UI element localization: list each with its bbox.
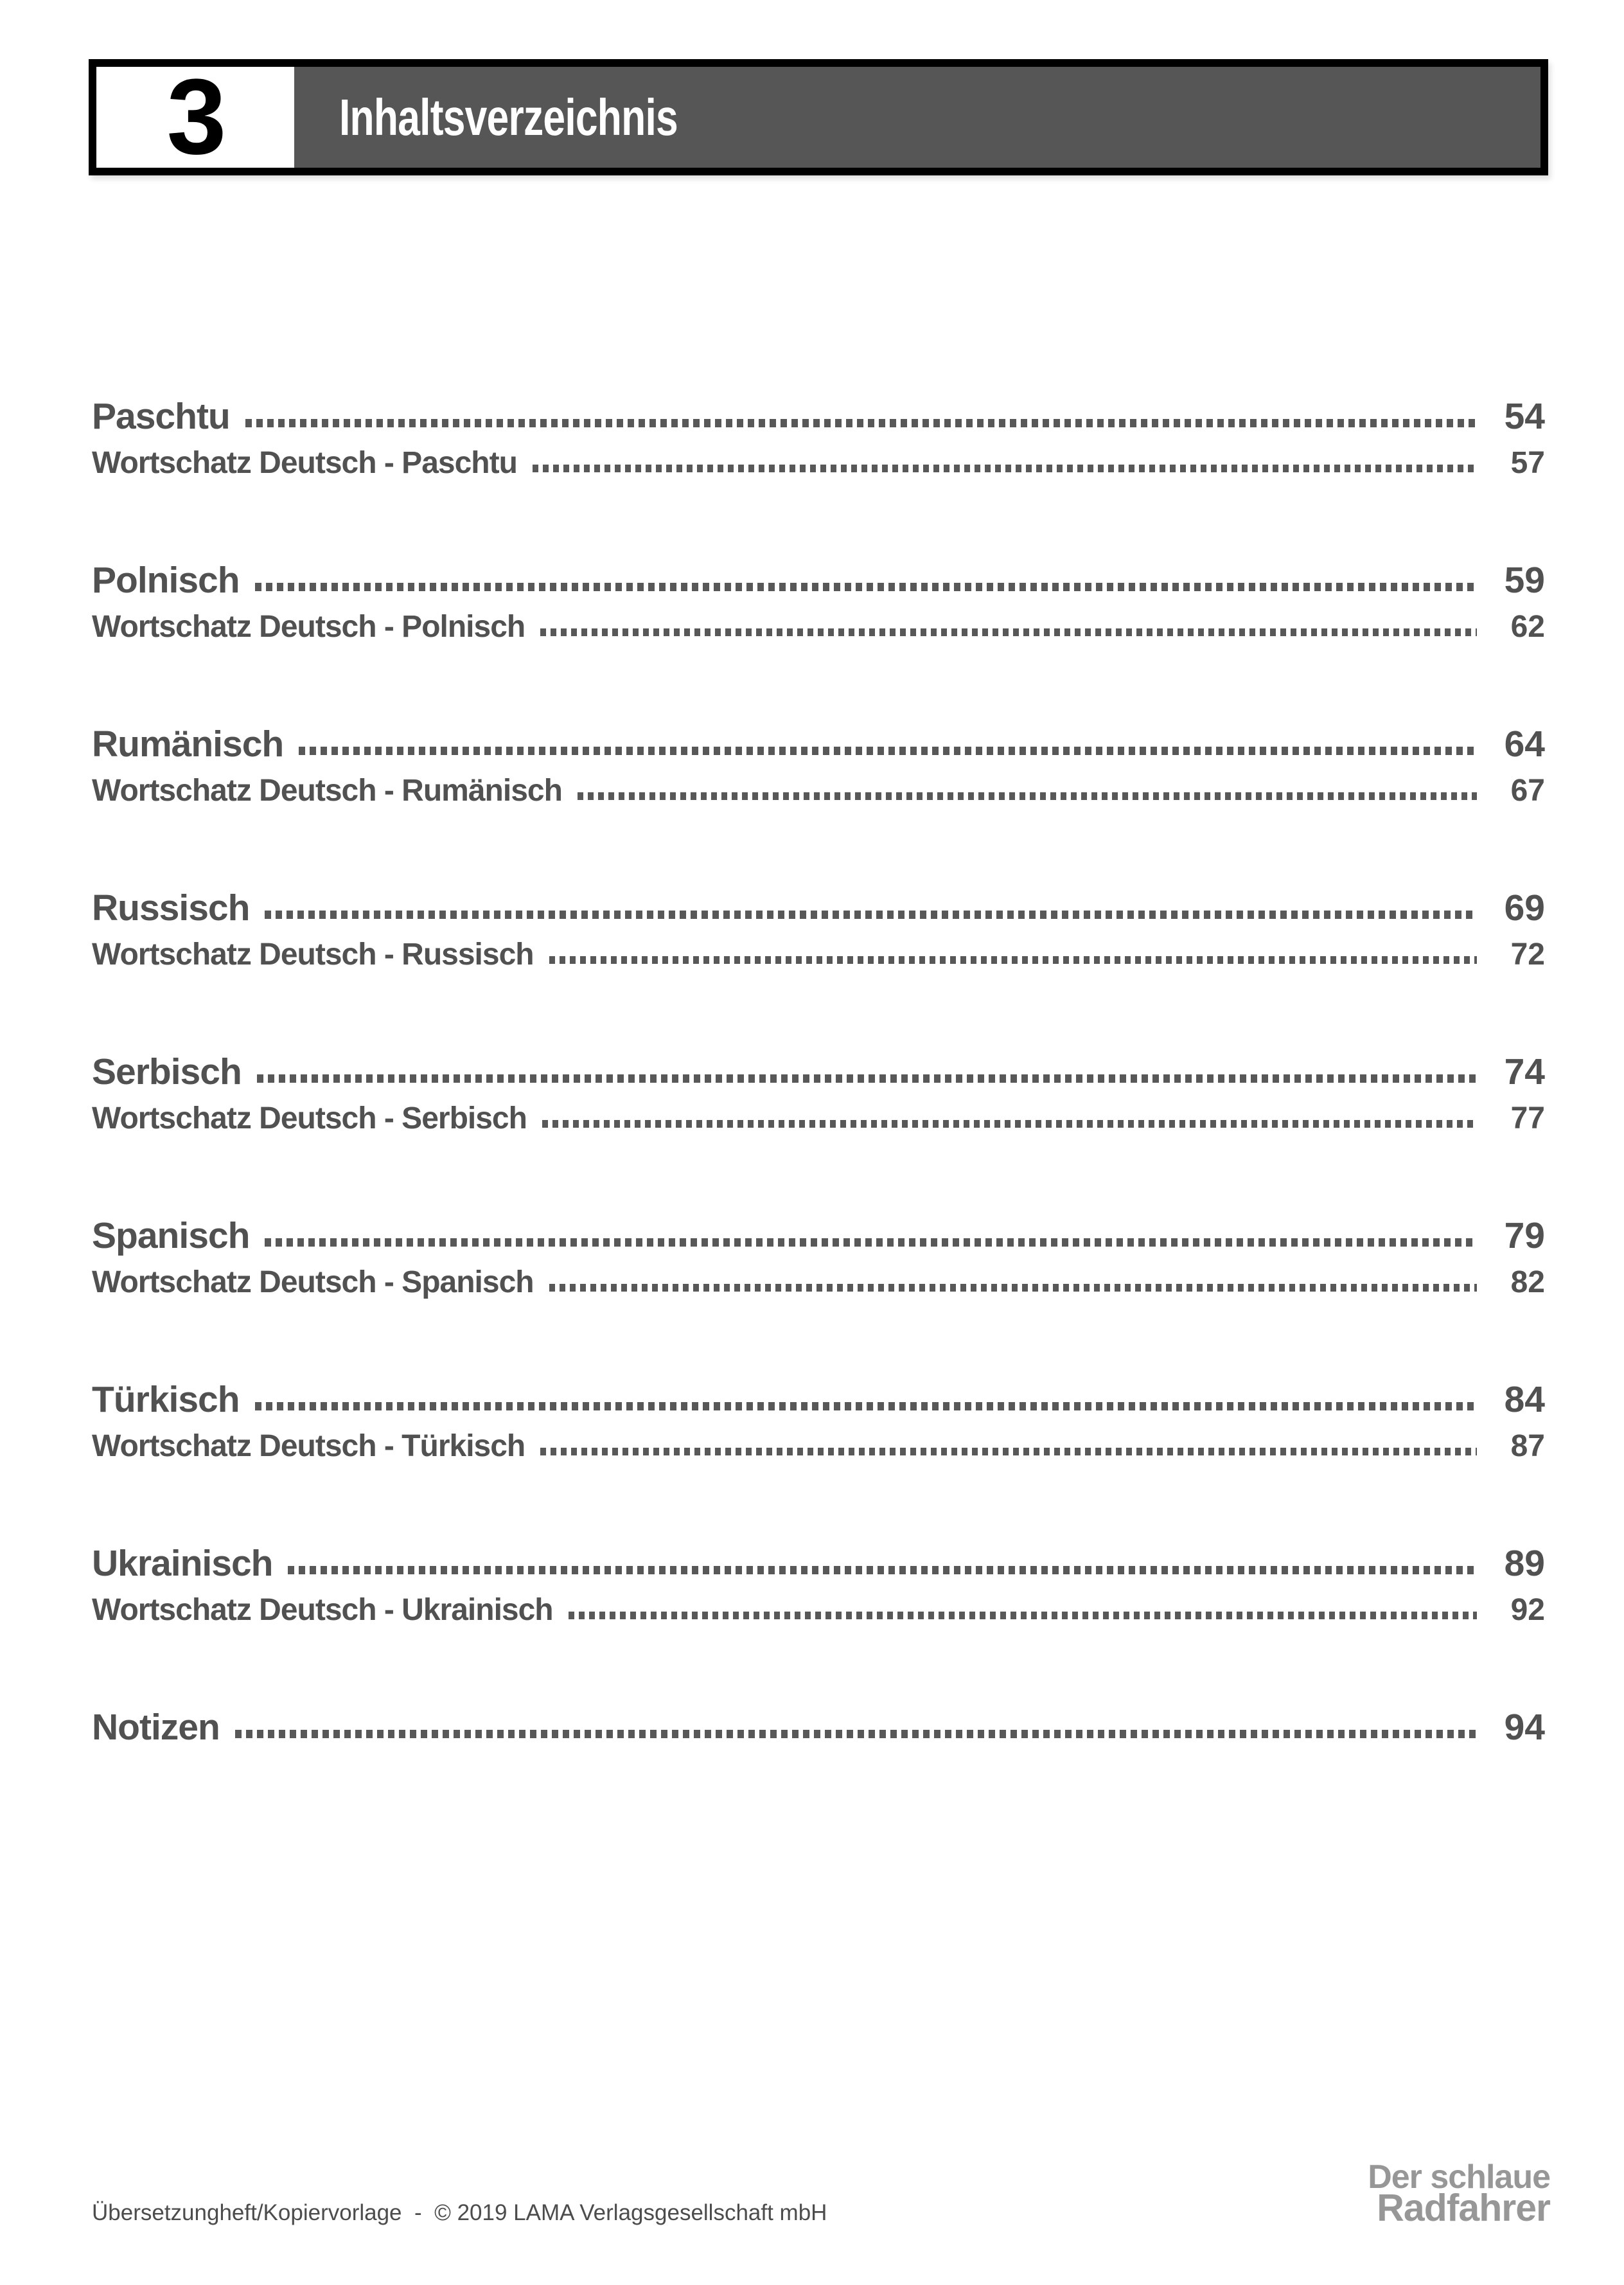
toc-entry-main xyxy=(92,562,1545,599)
toc-entry-main xyxy=(92,1051,1545,1092)
toc-group xyxy=(92,1545,1545,1709)
toc-entry-title: Wortschatz Deutsch - Türkisch xyxy=(92,1429,525,1463)
toc-entry-sub xyxy=(92,1267,1545,1298)
chapter-number: 3 xyxy=(166,57,224,177)
toc-page-number: 62 xyxy=(1510,610,1545,644)
toc-entry-sub xyxy=(92,776,1545,806)
toc-entry-title: Wortschatz Deutsch - Serbisch xyxy=(92,1101,527,1135)
toc-page-number: 87 xyxy=(1510,1429,1545,1463)
toc-page-number: 54 xyxy=(1504,396,1545,437)
logo-line-2: Radfahrer xyxy=(1377,2186,1550,2229)
toc-dotted-leader xyxy=(542,1120,1477,1128)
toc-entry-sub xyxy=(92,1103,1545,1134)
toc-entry-main xyxy=(92,1709,1545,1746)
toc-entry-title: Türkisch xyxy=(92,1379,240,1420)
chapter-number-badge xyxy=(96,57,294,177)
toc-dotted-leader xyxy=(540,628,1477,636)
toc-group xyxy=(92,726,1545,890)
toc-page-number: 77 xyxy=(1510,1101,1545,1135)
toc-page-number: 64 xyxy=(1504,724,1545,765)
toc-page-number: 72 xyxy=(1510,938,1545,972)
toc-entry-title: Paschtu xyxy=(92,396,230,437)
toc-entry-main xyxy=(92,1215,1545,1256)
toc-entry-title: Notizen xyxy=(92,1707,220,1748)
publisher-logo xyxy=(1368,2158,1550,2229)
toc-entry-main xyxy=(92,726,1545,763)
toc-entry-title: Spanisch xyxy=(92,1215,250,1256)
toc-entry-main xyxy=(92,1545,1545,1582)
toc-entry-title: Wortschatz Deutsch - Russisch xyxy=(92,938,534,972)
toc-dotted-leader xyxy=(235,1730,1477,1738)
toc-page-number: 82 xyxy=(1510,1265,1545,1299)
toc-entry-sub xyxy=(92,1595,1545,1626)
toc-page-number: 59 xyxy=(1504,560,1545,601)
toc-entry-sub xyxy=(92,448,1545,479)
toc-dotted-leader xyxy=(257,1074,1477,1083)
toc-page-number: 69 xyxy=(1504,887,1545,929)
toc-entry-title: Russisch xyxy=(92,887,250,929)
toc-dotted-leader xyxy=(265,1238,1477,1247)
toc-page-number: 94 xyxy=(1504,1707,1545,1748)
toc-entry-main xyxy=(92,398,1545,435)
toc-page-number: 92 xyxy=(1510,1593,1545,1627)
toc-dotted-leader xyxy=(299,747,1477,755)
toc-entry-sub xyxy=(92,612,1545,643)
toc-dotted-leader xyxy=(255,1402,1477,1410)
toc-entry-sub xyxy=(92,1431,1545,1462)
toc-entry-title: Wortschatz Deutsch - Ukrainisch xyxy=(92,1593,553,1627)
toc-dotted-leader xyxy=(265,911,1477,919)
toc-entry-title: Polnisch xyxy=(92,560,240,601)
page-title: Inhaltsverzeichnis xyxy=(339,88,678,146)
toc-group xyxy=(92,887,1545,1054)
toc-group xyxy=(92,1215,1545,1382)
toc-dotted-leader xyxy=(578,792,1477,800)
toc-page-number: 79 xyxy=(1504,1215,1545,1256)
toc-page-number: 84 xyxy=(1504,1379,1545,1420)
toc-page-number: 74 xyxy=(1504,1051,1545,1092)
footer-credit: Übersetzungheft/Kopiervorlage - © 2019 LAMA Verlagsgesellschaft mbH xyxy=(92,2200,827,2225)
toc-entry-title: Wortschatz Deutsch - Polnisch xyxy=(92,610,525,644)
chapter-header-bar xyxy=(89,59,1548,175)
toc-dotted-leader xyxy=(540,1448,1477,1455)
header-title-area xyxy=(294,67,1540,168)
toc-page-number: 89 xyxy=(1504,1543,1545,1584)
toc-entry-main xyxy=(92,887,1545,929)
toc-dotted-leader xyxy=(288,1566,1477,1574)
toc-group xyxy=(92,1709,1545,1873)
toc-dotted-leader xyxy=(569,1612,1477,1619)
toc-entry-title: Rumänisch xyxy=(92,724,284,765)
toc-dotted-leader xyxy=(549,956,1477,964)
toc-group xyxy=(92,562,1545,726)
toc-entry-title: Wortschatz Deutsch - Spanisch xyxy=(92,1265,534,1299)
logo-line-1: Der schlaue xyxy=(1368,2158,1550,2196)
toc-entry-title: Wortschatz Deutsch - Paschtu xyxy=(92,446,517,480)
toc-group xyxy=(92,1379,1545,1545)
toc-dotted-leader xyxy=(245,419,1477,427)
toc-page-number: 57 xyxy=(1510,446,1545,480)
toc-list xyxy=(92,398,1545,1873)
toc-entry-main xyxy=(92,1379,1545,1420)
toc-entry-title: Serbisch xyxy=(92,1051,242,1092)
toc-dotted-leader xyxy=(533,465,1477,472)
toc-entry-title: Wortschatz Deutsch - Rumänisch xyxy=(92,774,562,808)
toc-group xyxy=(92,398,1545,562)
toc-group xyxy=(92,1051,1545,1218)
toc-page-number: 67 xyxy=(1510,774,1545,808)
toc-dotted-leader xyxy=(255,583,1477,591)
toc-dotted-leader xyxy=(549,1284,1477,1292)
toc-entry-title: Ukrainisch xyxy=(92,1543,273,1584)
toc-entry-sub xyxy=(92,939,1545,970)
